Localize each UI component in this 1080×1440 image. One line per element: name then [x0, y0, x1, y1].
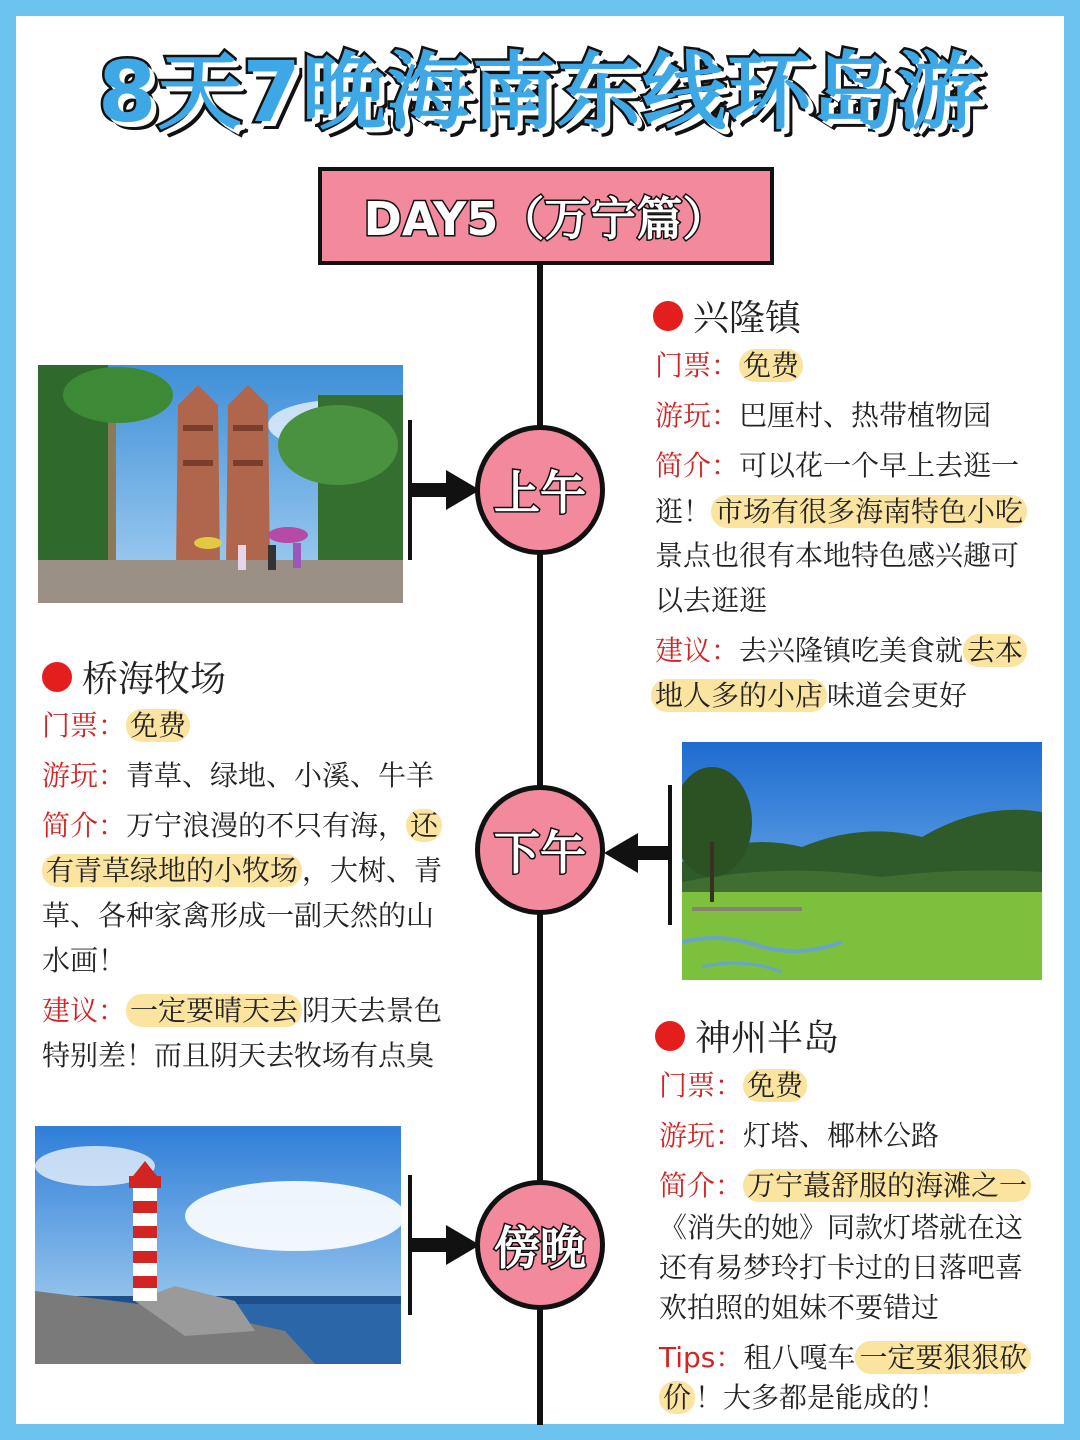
- qiaohai-intro-2: 有青草绿地的小牧场 ，大树、青: [42, 848, 442, 894]
- qiaohai-ticket: 门票： 免费: [42, 703, 190, 749]
- shenzhou-intro-2: 《消失的她》同款灯塔就在这: [659, 1211, 1024, 1244]
- qiaohai-advice-1: 建议： 一定要晴天去 阴天去景色: [42, 994, 443, 1027]
- bullet-dot-icon: [655, 1021, 685, 1051]
- photo-lighthouse: [35, 1126, 401, 1364]
- day-label-box: [318, 167, 774, 265]
- xinglong-name: 兴隆镇: [693, 298, 802, 339]
- bullet-dot-icon: [653, 301, 683, 331]
- qiaohai-intro-1: 简介：万宁浪漫的不只有海， 还: [42, 803, 442, 849]
- photo-pasture: [682, 742, 1042, 980]
- shenzhou-tips-2: 价 ！大多都是能成的！: [659, 1375, 947, 1421]
- shenzhou-tips-1: Tips：租八嘎车 一定要狠狠砍: [659, 1335, 1031, 1381]
- day-label: DAY5（万宁篇）: [363, 192, 729, 246]
- arrow-evening-icon: [446, 1225, 480, 1265]
- arrow-morning-icon: [446, 470, 480, 510]
- timeline-node-afternoon: 下午: [475, 785, 605, 915]
- xinglong-intro-2: 逛！ 市场有很多海南特色小吃: [655, 489, 1027, 535]
- shenzhou-title: [655, 1010, 839, 1061]
- timeline-node-morning: 上午: [475, 425, 605, 555]
- xinglong-advice-2: 地人多的小店 味道会更好: [651, 673, 967, 719]
- shenzhou-name: 神州半岛: [695, 1018, 840, 1059]
- shenzhou-intro-3: 还有易梦玲打卡过的日落吧喜: [659, 1251, 1024, 1284]
- timeline-node-evening: 傍晚: [475, 1180, 605, 1310]
- photo-bali-village: [38, 365, 403, 603]
- arrow-evening-shaft: [410, 1238, 450, 1252]
- shenzhou-play: 游玩：灯塔、椰林公路: [659, 1119, 940, 1152]
- qiaohai-intro-3: 草、各种家禽形成一副天然的山: [42, 899, 435, 932]
- bullet-dot-icon: [42, 662, 72, 692]
- xinglong-ticket: 门票： 免费: [655, 343, 803, 389]
- xinglong-intro-3: 景点也很有本地特色感兴趣可: [655, 539, 1020, 572]
- qiaohai-name: 桥海牧场: [82, 659, 227, 700]
- shenzhou-intro-1: 简介： 万宁蕞舒服的海滩之一: [659, 1163, 1031, 1209]
- shenzhou-ticket: 门票： 免费: [659, 1063, 807, 1109]
- xinglong-intro-1: 简介：可以花一个早上去逛一: [655, 449, 1020, 482]
- xinglong-title: [653, 290, 801, 341]
- qiaohai-play: 游玩：青草、绿地、小溪、牛羊: [42, 759, 435, 792]
- arrow-morning-shaft: [410, 483, 450, 497]
- xinglong-intro-4: 以去逛逛: [655, 584, 768, 617]
- xinglong-advice-1: 建议：去兴隆镇吃美食就 去本: [655, 628, 1027, 674]
- qiaohai-advice-2: 特别差！而且阴天去牧场有点臭: [42, 1039, 435, 1072]
- arrow-afternoon-icon: [604, 833, 638, 873]
- page-title: 8天7晚海南东线环岛游: [98, 42, 982, 141]
- qiaohai-intro-4: 水画！: [42, 944, 127, 977]
- arrow-afternoon-shaft: [634, 846, 670, 860]
- shenzhou-intro-4: 欢拍照的姐妹不要错过: [659, 1291, 940, 1324]
- xinglong-play: 游玩：巴厘村、热带植物园: [655, 399, 992, 432]
- qiaohai-title: [42, 651, 226, 702]
